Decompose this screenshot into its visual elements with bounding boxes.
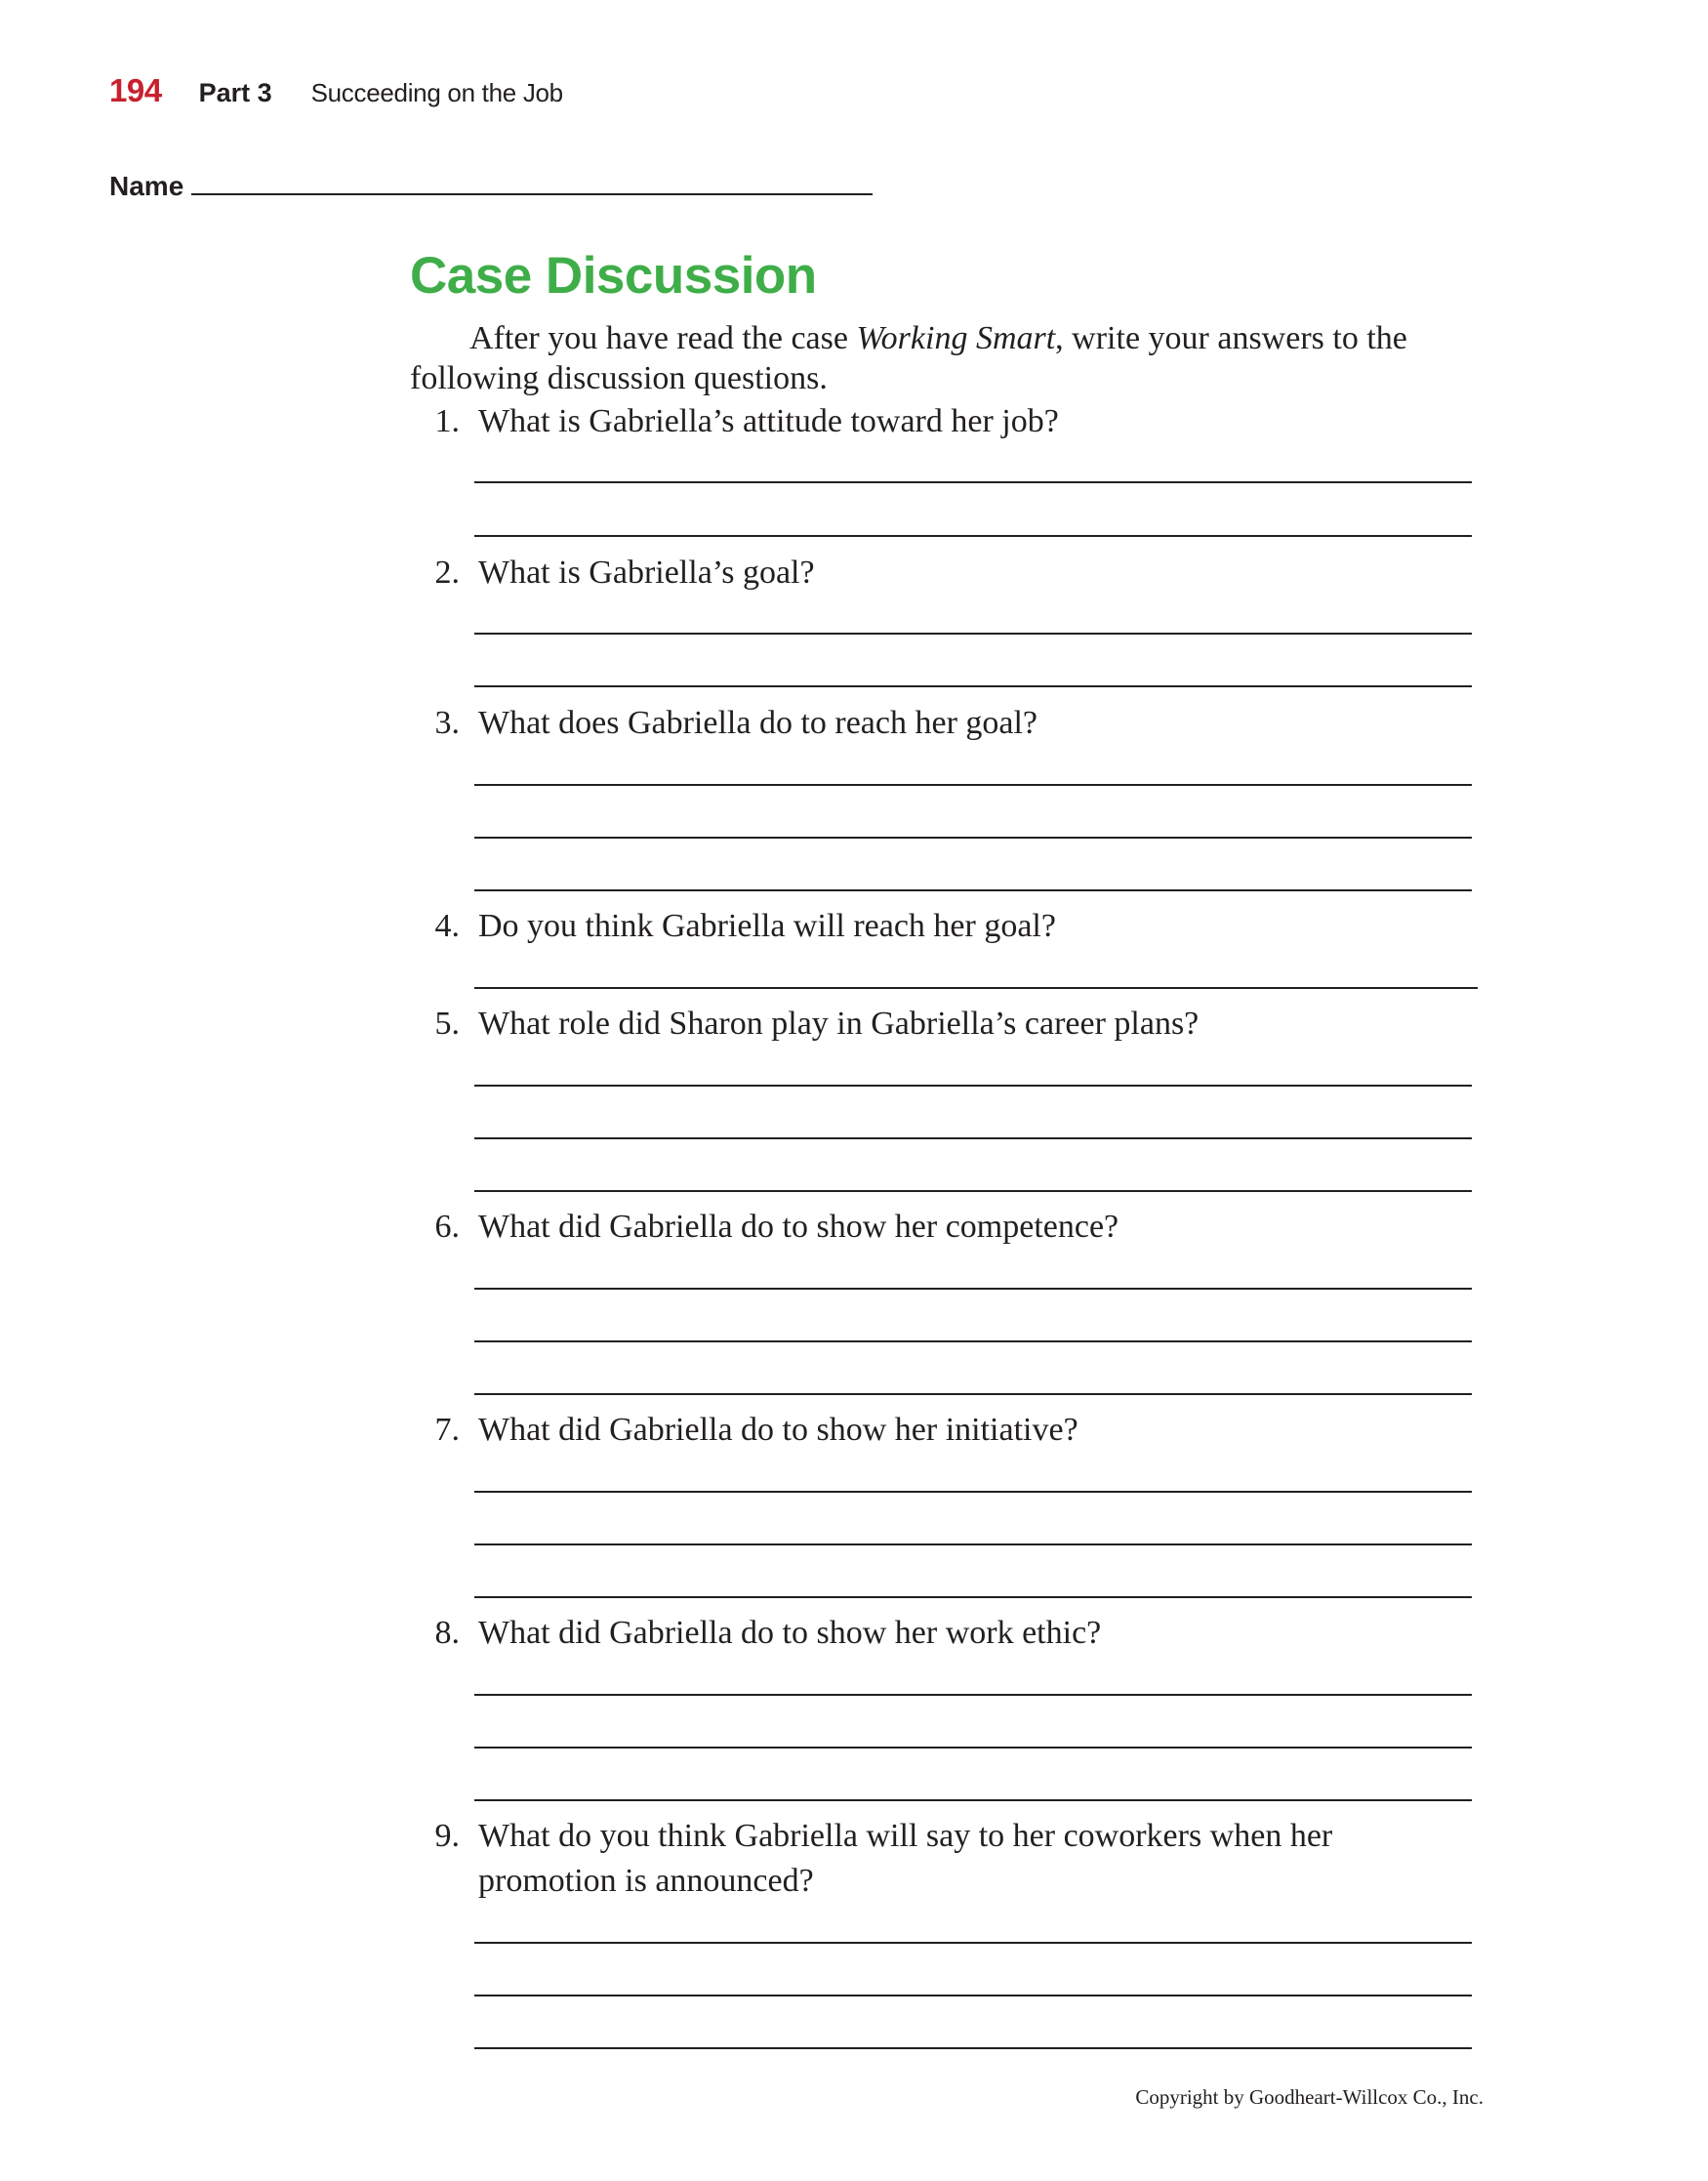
question-number: 2. (434, 555, 460, 591)
question-text: What is Gabriella’s attitude toward her job? (478, 403, 1059, 439)
question-text: What did Gabriella do to show her initiative? (478, 1412, 1078, 1448)
question-item (410, 1205, 1474, 1250)
question-text: What does Gabriella do to reach her goal? (478, 705, 1038, 741)
intro-text-after: , write your answers to the following discussion questions. (410, 320, 1407, 396)
question-item (410, 551, 1474, 596)
question-text: What role did Sharon play in Gabriella’s career plans? (478, 1006, 1200, 1042)
question-number: 9. (434, 1818, 460, 1854)
question-item (410, 701, 1474, 746)
answer-line[interactable] (474, 1942, 1472, 1944)
question-number: 8. (434, 1615, 460, 1651)
answer-line[interactable] (474, 1340, 1472, 1342)
question-text: What is Gabriella’s goal? (478, 555, 815, 591)
intro-paragraph (410, 318, 1474, 398)
question-number: 5. (434, 1006, 460, 1042)
question-item (410, 904, 1474, 949)
answer-line[interactable] (474, 1137, 1472, 1139)
question-item (410, 1002, 1474, 1047)
answer-line[interactable] (474, 2047, 1472, 2049)
page-header (109, 72, 563, 109)
name-label: Name (109, 171, 184, 201)
answer-line[interactable] (474, 535, 1472, 537)
answer-line[interactable] (474, 1747, 1472, 1749)
section-title: Case Discussion (410, 247, 817, 305)
answer-line[interactable] (474, 1393, 1472, 1395)
intro-text-before: After you have read the case (469, 320, 857, 356)
answer-line[interactable] (474, 784, 1472, 786)
question-item (410, 399, 1474, 444)
answer-line[interactable] (474, 1491, 1472, 1493)
copyright-notice: Copyright by Goodheart-Willcox Co., Inc. (1135, 2085, 1484, 2109)
answer-line[interactable] (474, 1694, 1472, 1696)
answer-line[interactable] (474, 1995, 1472, 1996)
part-label: Part 3 (198, 78, 272, 107)
answer-line[interactable] (474, 481, 1472, 483)
question-item (410, 1408, 1474, 1453)
question-number: 3. (434, 705, 460, 741)
question-text: Do you think Gabriella will reach her goal? (478, 908, 1056, 944)
answer-line[interactable] (474, 1799, 1472, 1801)
answer-line[interactable] (474, 633, 1472, 635)
question-number: 1. (434, 403, 460, 439)
question-text: What did Gabriella do to show her work ethic? (478, 1615, 1102, 1651)
page-number: 194 (109, 72, 162, 108)
question-text: What do you think Gabriella will say to her coworkers when her promotion is announced? (478, 1818, 1333, 1899)
question-item (410, 1611, 1474, 1656)
chapter-title: Succeeding on the Job (310, 78, 563, 107)
intro-case-title: Working Smart (856, 320, 1056, 356)
answer-line[interactable] (474, 1288, 1472, 1290)
question-item (410, 1814, 1474, 1904)
name-field[interactable] (191, 168, 873, 195)
answer-line[interactable] (474, 837, 1472, 839)
answer-line[interactable] (474, 1596, 1472, 1598)
question-number: 4. (434, 908, 460, 944)
answer-line[interactable] (474, 889, 1472, 891)
answer-line[interactable] (474, 1085, 1472, 1087)
question-number: 6. (434, 1209, 460, 1245)
name-row (109, 168, 873, 202)
question-number: 7. (434, 1412, 460, 1448)
answer-line[interactable] (474, 1543, 1472, 1545)
question-text: What did Gabriella do to show her competence? (478, 1209, 1119, 1245)
answer-line[interactable] (474, 1190, 1472, 1192)
answer-line[interactable] (474, 987, 1478, 989)
answer-line[interactable] (474, 685, 1472, 687)
